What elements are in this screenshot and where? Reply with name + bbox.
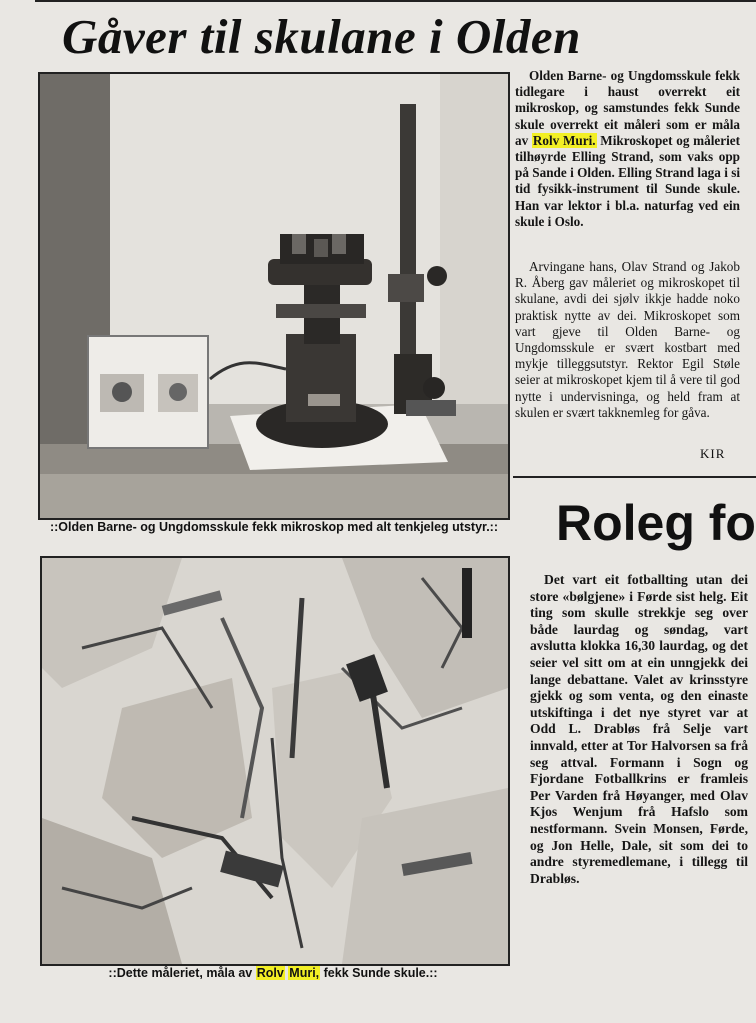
article-intro	[515, 68, 740, 230]
second-article	[530, 572, 748, 887]
intro-text-start: Olden Barne- og Ungdomsskule fekk tidlegare i haust overrekt eit mikroskop, og samstundes fekk Sunde skule overrekt eit måleri som er måla av	[515, 68, 740, 148]
highlighted-name: Rolv Muri.	[532, 132, 596, 148]
section-rule	[513, 476, 756, 478]
intro-text-end: Mikroskopet og måleriet tilhøyrde Elling Strand, som vaks opp på Sande i Olden. Elling Strand laga i si tid fysikk-instrument til Sunde skule. Han var lektor i bl.a. naturfag ved ein skule i Oslo.	[515, 132, 740, 229]
painting-photo	[40, 556, 510, 966]
author-signature: KIR	[700, 446, 726, 461]
highlighted-name-last: Muri,	[289, 966, 320, 980]
caption-text-start: ::Dette måleriet, måla av	[108, 966, 256, 980]
microscope-caption: ::Olden Barne- og Ungdomsskule fekk mikroskop med alt tenkjeleg utstyr.::	[49, 520, 498, 534]
article-body	[515, 259, 740, 421]
article-headline: Gåver til skulane i Olden	[62, 9, 581, 64]
painting-caption	[38, 965, 508, 981]
second-article-body: Det vart eit fotballting utan dei store «bølgjene» i Førde sist helg. Eit ting som skulle strekkje seg over både laurdag og søndag, vart avslutta klokka 16,30 laurdag, og det seier vel sitt om at ein unngjekk dei lange debattane. Valet av krinsstyre gjekk og som venta, og den einaste utskiftinga i det nye styret var at Odd L. Drabløs frå Selje vart innvald, etter at Tor Halvorsen sa frå seg attval. Formann i Sogn og Fjordane Fotballkrins er framleis Per Varden frå Høyanger, med Olav Kjos Wenjum frå Hafslo som nestformann. Svein Monsen, Førde, og Jon Helle, Dale, sit som dei to andre styremedlemane, i tillegg til Drabløs.	[530, 572, 748, 886]
caption-text-end: fekk Sunde skule.::	[320, 966, 438, 980]
second-headline: Roleg fo	[556, 495, 756, 551]
microscope-photo	[38, 72, 510, 520]
top-rule	[35, 0, 756, 2]
highlighted-name-first: Rolv	[256, 966, 284, 980]
article-body-text: Arvingane hans, Olav Strand og Jakob R. Åberg gav måleriet og mikroskopet til skulane, avdi dei sjølv ikkje hadde noko praktisk nytte av dei. Mikroskopet som vart gjeve til Olden Barne- og Ungdomsskule er svært kostbart med mykje tilleggsutstyr. Rektor Egil Støle seier at mikroskopet kjem til å vere til god nytte i undervisninga, og held fram at skulen er svært takknemleg for gåva.	[515, 259, 740, 420]
